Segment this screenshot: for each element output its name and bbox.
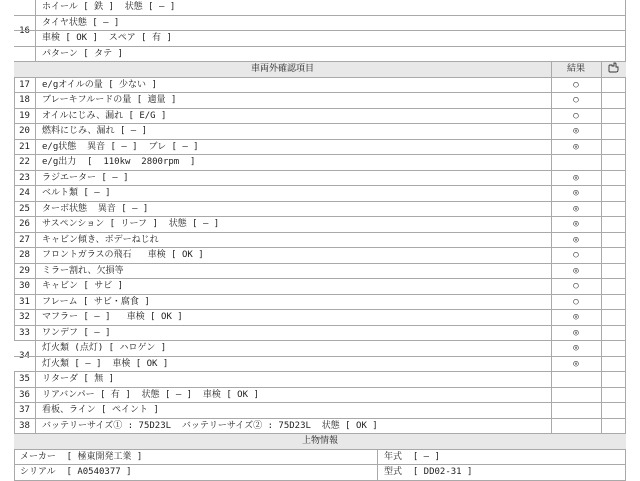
upper-row bbox=[14, 465, 626, 481]
row-text: バッテリーサイズ① : 75D23L バッテリーサイズ② : 75D23L 状態 [ OK ] bbox=[42, 420, 378, 431]
row-text: マフラー [ ― ] 車検 [ OK ] bbox=[42, 312, 183, 322]
row-text: ブレーキフルードの量 [ 適量 ] bbox=[42, 95, 177, 105]
row-number: 16 bbox=[14, 0, 36, 62]
table-row bbox=[14, 310, 626, 326]
table-row bbox=[14, 217, 626, 233]
result-mark: ◎ bbox=[573, 219, 579, 229]
table-row bbox=[14, 403, 626, 419]
result-mark: ○ bbox=[573, 296, 579, 307]
row-text: フレーム [ サビ・腐食 ] bbox=[42, 296, 150, 307]
result-mark: ◎ bbox=[573, 312, 579, 322]
row-text: e/g状態 異音 [ ― ] ブレ [ ― ] bbox=[42, 141, 199, 152]
row-text: ターボ状態 異音 [ ― ] bbox=[42, 203, 149, 214]
row-number: 22 bbox=[14, 155, 36, 170]
section-16 bbox=[14, 0, 626, 62]
row-number: 17 bbox=[14, 78, 36, 93]
section-16-row bbox=[14, 47, 626, 63]
row-text: オイルにじみ、漏れ [ E/G ] bbox=[42, 110, 167, 121]
row-number: 24 bbox=[14, 186, 36, 201]
table-row bbox=[14, 124, 626, 140]
section-34-row bbox=[14, 341, 626, 357]
row-text: パターン [ タテ ] bbox=[42, 48, 123, 59]
result-mark: ○ bbox=[573, 281, 579, 291]
table-row bbox=[14, 186, 626, 202]
row-text: ベルト類 [ ― ] bbox=[42, 188, 111, 198]
row-number: 26 bbox=[14, 217, 36, 232]
table-row bbox=[14, 202, 626, 218]
row-number: 30 bbox=[14, 279, 36, 294]
table-row bbox=[14, 93, 626, 109]
row-number: 38 bbox=[14, 419, 36, 434]
row-text: 灯火類 (点灯) [ ハロゲン ] bbox=[42, 343, 167, 353]
result-mark: ○ bbox=[573, 250, 579, 260]
row-number: 34 bbox=[14, 341, 36, 372]
row-number: 29 bbox=[14, 264, 36, 279]
row-text: 燃料にじみ、漏れ [ ― ] bbox=[42, 126, 148, 136]
section-16-row bbox=[14, 31, 626, 47]
table-row bbox=[14, 419, 626, 435]
table-row bbox=[14, 248, 626, 264]
result-mark: ◎ bbox=[573, 172, 579, 183]
row-text: サスペンション [ リーフ ] 状態 [ ― ] bbox=[42, 219, 220, 229]
upper-header bbox=[14, 434, 626, 450]
table-row bbox=[14, 372, 626, 388]
result-mark: ◎ bbox=[573, 327, 579, 338]
row-text: ラジエーター [ ― ] bbox=[42, 172, 129, 183]
section-16-row bbox=[14, 0, 626, 16]
table-row bbox=[14, 140, 626, 156]
row-text: 車検 [ OK ] スペア [ 有 ] bbox=[42, 33, 172, 43]
row-text: ワンデフ [ ― ] bbox=[42, 327, 111, 338]
result-mark: ◎ bbox=[573, 358, 579, 369]
result-mark: ○ bbox=[573, 95, 579, 105]
row-number: 35 bbox=[14, 372, 36, 387]
row-number: 31 bbox=[14, 295, 36, 310]
row-number: 27 bbox=[14, 233, 36, 248]
upper-left: メーカー [ 極東開発工業 ] bbox=[20, 451, 143, 462]
inspection-sheet bbox=[14, 0, 626, 481]
upper-title: 上物情報 bbox=[301, 436, 338, 446]
row-number: 36 bbox=[14, 388, 36, 403]
row-number: 21 bbox=[14, 140, 36, 155]
row-text: リターダ [ 無 ] bbox=[42, 374, 115, 384]
table-row bbox=[14, 155, 626, 171]
row-text: 灯火類 [ ― ] 車検 [ OK ] bbox=[42, 358, 169, 369]
result-mark: ◎ bbox=[573, 188, 579, 198]
row-text: キャビン傾き、ボデーねじれ bbox=[42, 234, 159, 245]
table-row bbox=[14, 279, 626, 295]
table-row bbox=[14, 233, 626, 249]
row-number: 19 bbox=[14, 109, 36, 124]
row-text: リアバンパー [ 有 ] 状態 [ ― ] 車検 [ OK ] bbox=[42, 389, 259, 400]
table-row bbox=[14, 171, 626, 187]
table-row bbox=[14, 388, 626, 404]
table-row bbox=[14, 326, 626, 342]
row-number: 33 bbox=[14, 326, 36, 341]
table-header bbox=[14, 62, 626, 78]
row-text: e/g出力 [ 110kw 2800rpm ] bbox=[42, 157, 196, 167]
row-number: 20 bbox=[14, 124, 36, 139]
row-number: 18 bbox=[14, 93, 36, 108]
row-text: ホイール [ 鉄 ] 状態 [ ― ] bbox=[42, 2, 176, 12]
result-mark: ◎ bbox=[573, 343, 579, 353]
header-title: 車両外確認項目 bbox=[250, 64, 314, 74]
upper-left: シリアル [ A0540377 ] bbox=[20, 467, 132, 477]
section-16-row bbox=[14, 16, 626, 32]
row-text: タイヤ状態 [ ― ] bbox=[42, 17, 120, 28]
result-mark: ◎ bbox=[573, 141, 579, 152]
row-number: 28 bbox=[14, 248, 36, 263]
row-text: キャビン [ サビ ] bbox=[42, 281, 124, 291]
row-number: 25 bbox=[14, 202, 36, 217]
upper-right: 型式 [ DD02-31 ] bbox=[384, 467, 473, 477]
row-text: フロントガラスの飛石 車検 [ OK ] bbox=[42, 250, 204, 260]
header-result: 結果 bbox=[566, 64, 585, 74]
result-mark: ◎ bbox=[573, 126, 579, 136]
result-mark: ◎ bbox=[573, 234, 579, 245]
item-list bbox=[14, 78, 626, 342]
hand-icon bbox=[601, 62, 626, 78]
row-text: e/gオイルの量 [ 少ない ] bbox=[42, 79, 157, 90]
row-number: 32 bbox=[14, 310, 36, 325]
result-mark: ◎ bbox=[573, 265, 579, 276]
table-row bbox=[14, 264, 626, 280]
section-34-row bbox=[14, 357, 626, 373]
result-mark: ◎ bbox=[573, 203, 579, 214]
section-34 bbox=[14, 341, 626, 372]
result-mark: ○ bbox=[573, 110, 579, 121]
row-text: 看板、ライン [ ペイント ] bbox=[42, 405, 159, 415]
row-text: ミラー割れ、欠損等 bbox=[42, 265, 124, 276]
table-row bbox=[14, 78, 626, 94]
item-list-2 bbox=[14, 372, 626, 434]
table-row bbox=[14, 109, 626, 125]
row-number: 23 bbox=[14, 171, 36, 186]
upper-right: 年式 [ ― ] bbox=[384, 451, 440, 462]
upper-row bbox=[14, 450, 626, 466]
table-row bbox=[14, 295, 626, 311]
result-mark: ○ bbox=[573, 79, 579, 90]
row-number: 37 bbox=[14, 403, 36, 418]
